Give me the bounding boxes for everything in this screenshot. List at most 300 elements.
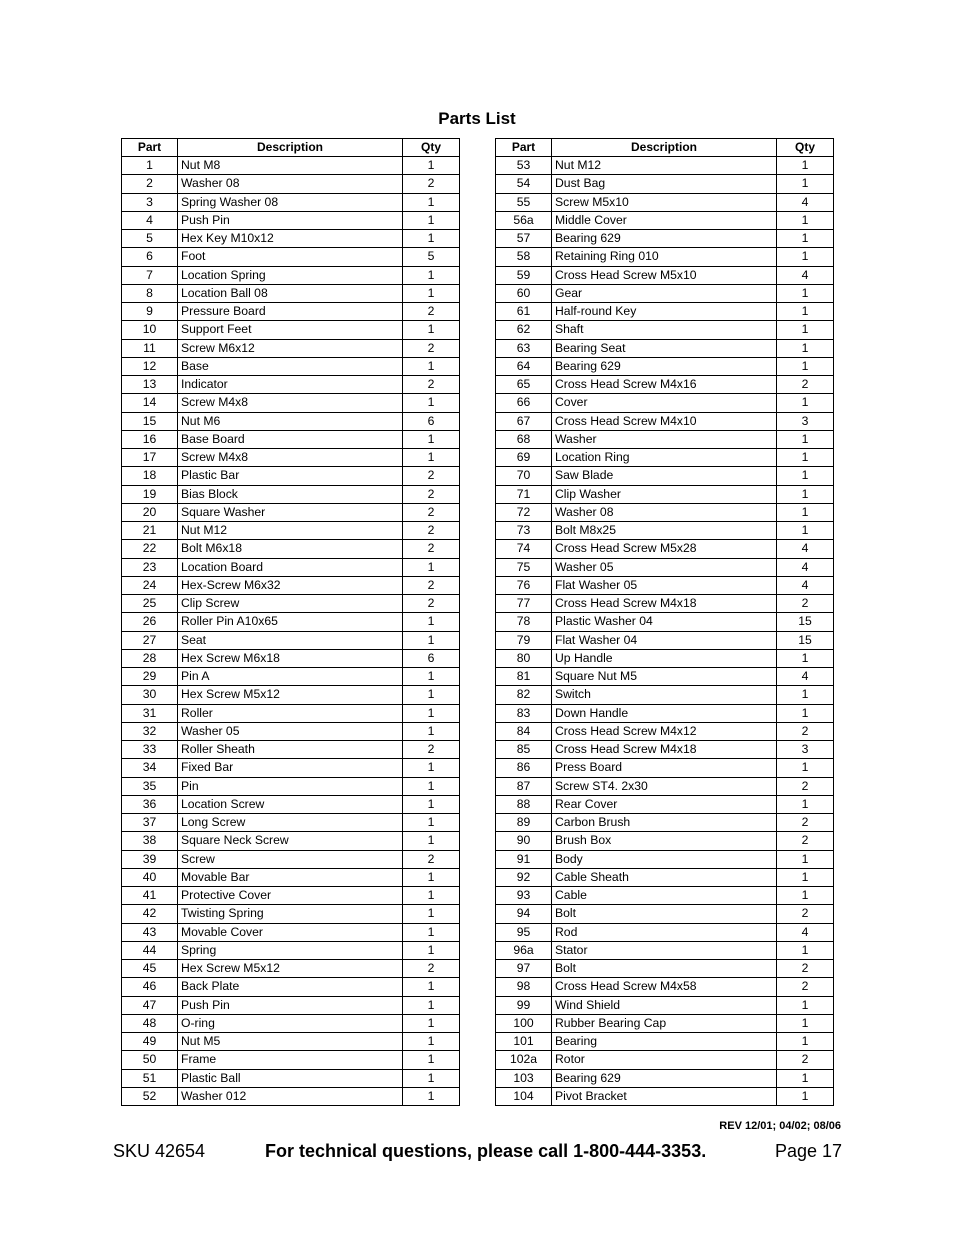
part-description: Twisting Spring — [178, 905, 403, 923]
table-row — [496, 175, 834, 193]
part-number: 49 — [122, 1033, 178, 1051]
part-description: Retaining Ring 010 — [552, 248, 777, 266]
part-number: 86 — [496, 759, 552, 777]
part-description: Rubber Bearing Cap — [552, 1014, 777, 1032]
part-qty: 2 — [403, 522, 460, 540]
part-number: 28 — [122, 649, 178, 667]
part-number: 48 — [122, 1014, 178, 1032]
table-row — [496, 996, 834, 1014]
part-description: Indicator — [178, 376, 403, 394]
part-description: Plastic Bar — [178, 467, 403, 485]
part-description: Down Handle — [552, 704, 777, 722]
part-number: 101 — [496, 1033, 552, 1051]
part-description: Push Pin — [178, 996, 403, 1014]
part-qty: 1 — [403, 430, 460, 448]
part-qty: 1 — [403, 193, 460, 211]
part-description: Screw M4x8 — [178, 394, 403, 412]
part-number: 100 — [496, 1014, 552, 1032]
table-row — [122, 941, 460, 959]
table-row — [122, 266, 460, 284]
part-qty: 3 — [777, 741, 834, 759]
part-number: 40 — [122, 868, 178, 886]
part-qty: 1 — [403, 759, 460, 777]
part-number: 14 — [122, 394, 178, 412]
part-qty: 4 — [777, 540, 834, 558]
part-qty: 1 — [777, 175, 834, 193]
part-number: 66 — [496, 394, 552, 412]
part-qty: 1 — [777, 1069, 834, 1087]
part-number: 18 — [122, 467, 178, 485]
part-number: 10 — [122, 321, 178, 339]
table-row — [496, 887, 834, 905]
part-qty: 2 — [403, 741, 460, 759]
part-description: Saw Blade — [552, 467, 777, 485]
part-qty: 1 — [777, 284, 834, 302]
part-description: Bolt — [552, 960, 777, 978]
table-row — [122, 668, 460, 686]
part-number: 30 — [122, 686, 178, 704]
part-number: 89 — [496, 814, 552, 832]
part-qty: 1 — [403, 887, 460, 905]
table-row — [496, 868, 834, 886]
part-description: Dust Bag — [552, 175, 777, 193]
part-description: Rod — [552, 923, 777, 941]
part-qty: 1 — [777, 795, 834, 813]
table-row — [496, 905, 834, 923]
part-description: Push Pin — [178, 211, 403, 229]
table-row — [122, 321, 460, 339]
parts-table-right — [495, 138, 834, 1106]
table-row — [122, 722, 460, 740]
part-qty: 1 — [777, 1014, 834, 1032]
part-description: Roller Pin A10x65 — [178, 613, 403, 631]
part-description: Up Handle — [552, 649, 777, 667]
part-number: 92 — [496, 868, 552, 886]
table-row — [122, 832, 460, 850]
part-description: Washer — [552, 430, 777, 448]
part-qty: 1 — [777, 230, 834, 248]
part-number: 26 — [122, 613, 178, 631]
part-qty: 1 — [403, 357, 460, 375]
table-row — [496, 576, 834, 594]
part-number: 69 — [496, 449, 552, 467]
part-number: 62 — [496, 321, 552, 339]
part-description: Location Ball 08 — [178, 284, 403, 302]
part-description: Nut M6 — [178, 412, 403, 430]
part-qty: 1 — [403, 266, 460, 284]
table-row — [496, 558, 834, 576]
header-qty: Qty — [777, 139, 834, 157]
part-qty: 1 — [777, 394, 834, 412]
part-description: Screw — [178, 850, 403, 868]
part-qty: 1 — [403, 814, 460, 832]
part-description: Hex Screw M5x12 — [178, 960, 403, 978]
part-qty: 1 — [777, 868, 834, 886]
part-description: Rotor — [552, 1051, 777, 1069]
part-qty: 1 — [403, 722, 460, 740]
part-qty: 4 — [777, 193, 834, 211]
part-description: Location Screw — [178, 795, 403, 813]
table-row — [496, 759, 834, 777]
part-description: Pivot Bracket — [552, 1087, 777, 1105]
part-number: 88 — [496, 795, 552, 813]
part-number: 72 — [496, 503, 552, 521]
table-row — [122, 1069, 460, 1087]
table-row — [122, 1087, 460, 1105]
table-row — [122, 540, 460, 558]
part-qty: 1 — [403, 284, 460, 302]
table-row — [496, 467, 834, 485]
part-number: 93 — [496, 887, 552, 905]
part-description: Nut M5 — [178, 1033, 403, 1051]
part-number: 57 — [496, 230, 552, 248]
part-description: Washer 08 — [178, 175, 403, 193]
part-number: 52 — [122, 1087, 178, 1105]
table-row — [496, 376, 834, 394]
part-number: 2 — [122, 175, 178, 193]
part-qty: 1 — [403, 905, 460, 923]
part-description: Plastic Ball — [178, 1069, 403, 1087]
table-row — [122, 503, 460, 521]
part-number: 16 — [122, 430, 178, 448]
table-row — [122, 211, 460, 229]
header-part: Part — [122, 139, 178, 157]
part-qty: 2 — [403, 175, 460, 193]
part-qty: 1 — [403, 1014, 460, 1032]
table-row — [122, 230, 460, 248]
part-number: 74 — [496, 540, 552, 558]
table-row — [122, 814, 460, 832]
part-number: 79 — [496, 631, 552, 649]
part-qty: 1 — [403, 686, 460, 704]
table-row — [496, 339, 834, 357]
part-description: Cross Head Screw M4x18 — [552, 595, 777, 613]
part-number: 53 — [496, 157, 552, 175]
part-description: Square Nut M5 — [552, 668, 777, 686]
part-qty: 1 — [777, 704, 834, 722]
part-description: Hex Screw M6x18 — [178, 649, 403, 667]
part-number: 67 — [496, 412, 552, 430]
part-number: 38 — [122, 832, 178, 850]
part-qty: 2 — [403, 339, 460, 357]
part-qty: 1 — [403, 321, 460, 339]
part-qty: 2 — [403, 503, 460, 521]
table-row — [496, 157, 834, 175]
table-row — [122, 576, 460, 594]
table-row — [122, 613, 460, 631]
part-description: Screw M6x12 — [178, 339, 403, 357]
table-row — [496, 613, 834, 631]
table-row — [496, 960, 834, 978]
part-number: 27 — [122, 631, 178, 649]
part-qty: 1 — [403, 230, 460, 248]
part-number: 4 — [122, 211, 178, 229]
part-description: Flat Washer 04 — [552, 631, 777, 649]
part-description: Clip Screw — [178, 595, 403, 613]
part-qty: 1 — [777, 449, 834, 467]
part-description: Spring — [178, 941, 403, 959]
part-description: Back Plate — [178, 978, 403, 996]
part-description: Hex Screw M5x12 — [178, 686, 403, 704]
part-qty: 2 — [403, 467, 460, 485]
page-footer — [113, 1141, 842, 1165]
table-row — [496, 230, 834, 248]
part-qty: 1 — [403, 1087, 460, 1105]
part-number: 33 — [122, 741, 178, 759]
part-qty: 1 — [777, 467, 834, 485]
table-row — [496, 978, 834, 996]
part-number: 12 — [122, 357, 178, 375]
part-description: Cross Head Screw M4x18 — [552, 741, 777, 759]
part-description: Bearing 629 — [552, 357, 777, 375]
part-number: 24 — [122, 576, 178, 594]
part-qty: 2 — [403, 303, 460, 321]
table-row — [122, 412, 460, 430]
table-row — [122, 175, 460, 193]
part-description: Washer 012 — [178, 1087, 403, 1105]
part-description: O-ring — [178, 1014, 403, 1032]
part-qty: 1 — [777, 303, 834, 321]
header-description: Description — [552, 139, 777, 157]
part-qty: 1 — [777, 686, 834, 704]
part-qty: 15 — [777, 631, 834, 649]
part-description: Support Feet — [178, 321, 403, 339]
part-qty: 1 — [403, 868, 460, 886]
table-row — [122, 394, 460, 412]
part-qty: 2 — [777, 978, 834, 996]
part-description: Nut M12 — [552, 157, 777, 175]
part-number: 73 — [496, 522, 552, 540]
part-qty: 2 — [403, 960, 460, 978]
part-description: Screw ST4. 2x30 — [552, 777, 777, 795]
part-qty: 1 — [403, 1051, 460, 1069]
table-row — [122, 704, 460, 722]
part-qty: 1 — [403, 668, 460, 686]
table-row — [122, 1051, 460, 1069]
table-row — [122, 850, 460, 868]
part-number: 13 — [122, 376, 178, 394]
part-qty: 2 — [777, 376, 834, 394]
table-row — [122, 193, 460, 211]
part-qty: 1 — [403, 1069, 460, 1087]
table-row — [122, 485, 460, 503]
table-row — [496, 722, 834, 740]
part-number: 96a — [496, 941, 552, 959]
part-number: 78 — [496, 613, 552, 631]
part-description: Plastic Washer 04 — [552, 613, 777, 631]
part-number: 65 — [496, 376, 552, 394]
table-row — [496, 430, 834, 448]
table-row — [496, 595, 834, 613]
part-description: Roller — [178, 704, 403, 722]
part-number: 77 — [496, 595, 552, 613]
table-row — [122, 467, 460, 485]
part-description: Half-round Key — [552, 303, 777, 321]
part-qty: 2 — [403, 540, 460, 558]
table-row — [496, 777, 834, 795]
part-description: Cable Sheath — [552, 868, 777, 886]
table-row — [496, 923, 834, 941]
part-description: Roller Sheath — [178, 741, 403, 759]
part-number: 90 — [496, 832, 552, 850]
part-description: Fixed Bar — [178, 759, 403, 777]
part-qty: 1 — [403, 941, 460, 959]
part-number: 94 — [496, 905, 552, 923]
part-qty: 4 — [777, 266, 834, 284]
part-number: 43 — [122, 923, 178, 941]
part-qty: 2 — [403, 595, 460, 613]
table-row — [122, 868, 460, 886]
part-description: Bolt M8x25 — [552, 522, 777, 540]
part-qty: 1 — [777, 850, 834, 868]
table-row — [496, 814, 834, 832]
table-row — [122, 558, 460, 576]
table-row — [496, 503, 834, 521]
part-number: 45 — [122, 960, 178, 978]
part-description: Frame — [178, 1051, 403, 1069]
part-number: 1 — [122, 157, 178, 175]
part-number: 70 — [496, 467, 552, 485]
part-description: Bearing 629 — [552, 1069, 777, 1087]
part-number: 95 — [496, 923, 552, 941]
part-qty: 1 — [403, 211, 460, 229]
part-qty: 1 — [777, 211, 834, 229]
part-qty: 1 — [403, 795, 460, 813]
table-row — [122, 686, 460, 704]
header-row — [122, 139, 460, 157]
table-row — [122, 777, 460, 795]
part-number: 31 — [122, 704, 178, 722]
table-row — [496, 248, 834, 266]
table-row — [496, 1069, 834, 1087]
part-qty: 2 — [777, 905, 834, 923]
table-row — [496, 485, 834, 503]
part-number: 81 — [496, 668, 552, 686]
part-number: 22 — [122, 540, 178, 558]
part-qty: 2 — [777, 722, 834, 740]
part-description: Stator — [552, 941, 777, 959]
part-number: 25 — [122, 595, 178, 613]
part-number: 91 — [496, 850, 552, 868]
part-qty: 2 — [777, 595, 834, 613]
part-qty: 4 — [777, 668, 834, 686]
part-qty: 2 — [403, 376, 460, 394]
part-number: 83 — [496, 704, 552, 722]
part-description: Base — [178, 357, 403, 375]
part-number: 55 — [496, 193, 552, 211]
part-description: Bearing 629 — [552, 230, 777, 248]
part-description: Washer 05 — [552, 558, 777, 576]
part-description: Cross Head Screw M4x58 — [552, 978, 777, 996]
part-number: 71 — [496, 485, 552, 503]
part-number: 75 — [496, 558, 552, 576]
part-number: 11 — [122, 339, 178, 357]
sku-label: SKU 42654 — [113, 1141, 206, 1161]
part-qty: 2 — [403, 850, 460, 868]
part-description: Location Spring — [178, 266, 403, 284]
table-row — [496, 303, 834, 321]
table-row — [122, 248, 460, 266]
part-number: 50 — [122, 1051, 178, 1069]
part-qty: 2 — [403, 576, 460, 594]
part-qty: 4 — [777, 923, 834, 941]
part-number: 7 — [122, 266, 178, 284]
part-number: 39 — [122, 850, 178, 868]
part-number: 17 — [122, 449, 178, 467]
part-number: 44 — [122, 941, 178, 959]
part-description: Cross Head Screw M4x16 — [552, 376, 777, 394]
table-row — [496, 412, 834, 430]
part-qty: 1 — [777, 248, 834, 266]
part-description: Carbon Brush — [552, 814, 777, 832]
table-row — [122, 649, 460, 667]
table-row — [122, 996, 460, 1014]
part-description: Movable Cover — [178, 923, 403, 941]
part-number: 68 — [496, 430, 552, 448]
table-row — [496, 394, 834, 412]
part-number: 3 — [122, 193, 178, 211]
part-number: 41 — [122, 887, 178, 905]
table-row — [122, 595, 460, 613]
part-description: Square Neck Screw — [178, 832, 403, 850]
part-description: Middle Cover — [552, 211, 777, 229]
part-number: 76 — [496, 576, 552, 594]
part-qty: 1 — [403, 777, 460, 795]
part-number: 85 — [496, 741, 552, 759]
part-description: Hex Key M10x12 — [178, 230, 403, 248]
part-description: Gear — [552, 284, 777, 302]
table-row — [122, 887, 460, 905]
part-number: 58 — [496, 248, 552, 266]
part-description: Pressure Board — [178, 303, 403, 321]
part-description: Bolt — [552, 905, 777, 923]
part-qty: 6 — [403, 412, 460, 430]
part-qty: 2 — [777, 832, 834, 850]
part-qty: 1 — [777, 485, 834, 503]
part-qty: 2 — [403, 485, 460, 503]
part-qty: 1 — [777, 503, 834, 521]
part-qty: 1 — [777, 357, 834, 375]
part-description: Cross Head Screw M4x10 — [552, 412, 777, 430]
part-number: 6 — [122, 248, 178, 266]
part-description: Cross Head Screw M5x28 — [552, 540, 777, 558]
part-qty: 6 — [403, 649, 460, 667]
part-description: Body — [552, 850, 777, 868]
table-row — [496, 284, 834, 302]
part-qty: 1 — [403, 449, 460, 467]
part-description: Nut M12 — [178, 522, 403, 540]
part-description: Pin — [178, 777, 403, 795]
part-number: 60 — [496, 284, 552, 302]
part-description: Bearing — [552, 1033, 777, 1051]
part-number: 98 — [496, 978, 552, 996]
part-number: 37 — [122, 814, 178, 832]
part-qty: 1 — [777, 157, 834, 175]
part-number: 59 — [496, 266, 552, 284]
part-description: Location Board — [178, 558, 403, 576]
part-number: 51 — [122, 1069, 178, 1087]
part-number: 56a — [496, 211, 552, 229]
part-description: Long Screw — [178, 814, 403, 832]
table-row — [122, 759, 460, 777]
table-row — [122, 631, 460, 649]
header-description: Description — [178, 139, 403, 157]
table-row — [496, 321, 834, 339]
part-number: 104 — [496, 1087, 552, 1105]
part-number: 80 — [496, 649, 552, 667]
table-row — [122, 741, 460, 759]
part-description: Nut M8 — [178, 157, 403, 175]
